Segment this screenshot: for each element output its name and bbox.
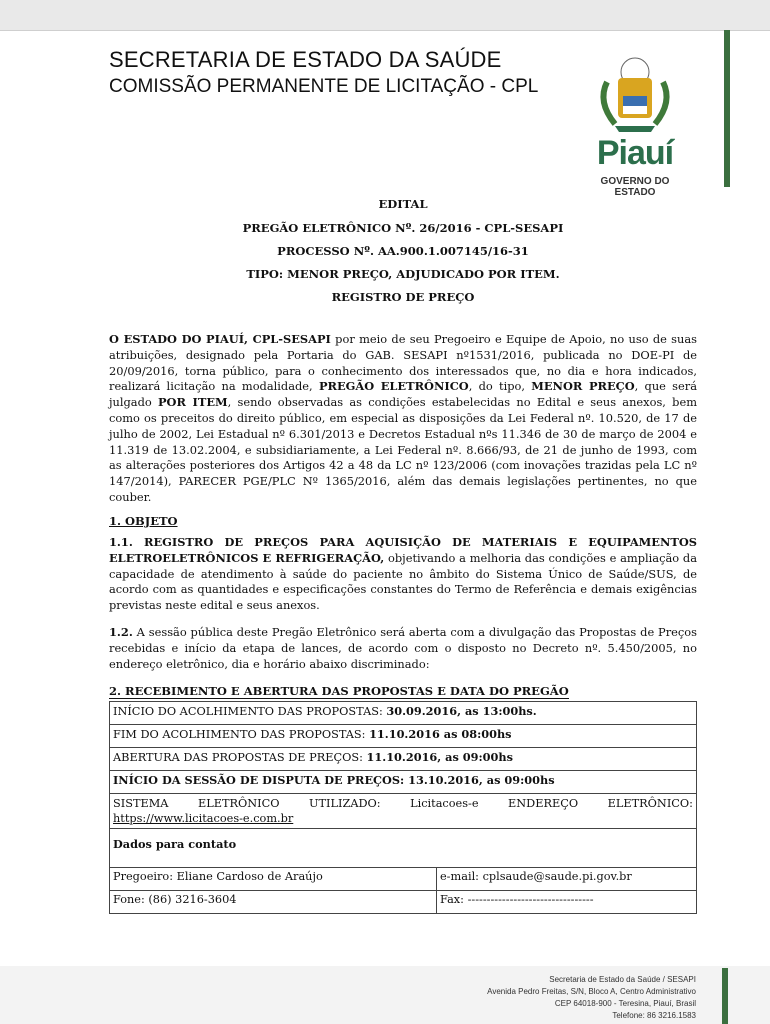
intro-text-2: , do tipo,	[468, 379, 532, 394]
objeto-1-2-text: A sessão pública deste Pregão Eletrônico será aberta com a divulgação das Propostas de Preços recebidas e início da etapa de lances, de acordo com o disposto no Decreto nº. 5.450/2005, no endereço eletrônico, dia e horário abaixo discriminado:	[109, 625, 697, 671]
table-cell	[110, 725, 697, 748]
heading-processo: PROCESSO Nº. AA.900.1.007145/16-31	[277, 244, 529, 258]
fim-label: FIM DO ACOLHIMENTO DAS PROPOSTAS:	[113, 728, 370, 741]
sistema-text: SISTEMA ELETRÔNICO UTILIZADO: Licitacoes-e ENDEREÇO ELETRÔNICO:	[113, 797, 693, 810]
objeto-paragraph-1-2	[109, 625, 697, 672]
intro-lead: O ESTADO DO PIAUÍ, CPL-SESAPI	[109, 332, 331, 346]
table-cell	[110, 794, 697, 829]
objeto-paragraph-1-1	[109, 535, 697, 614]
table-cell: e-mail: cplsaude@saude.pi.gov.br	[437, 868, 697, 891]
table-row	[110, 891, 697, 914]
table-row	[110, 748, 697, 771]
heading-tipo: TIPO: MENOR PREÇO, ADJUDICADO POR ITEM.	[246, 267, 560, 281]
table-row	[110, 725, 697, 748]
table-row	[110, 702, 697, 725]
footer-line: CEP 64018-900 - Teresina, Piauí, Brasil	[554, 999, 696, 1008]
footer-line: Avenida Pedro Freitas, S/N, Bloco A, Centro Administrativo	[487, 987, 696, 996]
header-subtitle: COMISSÃO PERMANENTE DE LICITAÇÃO - CPL	[109, 76, 539, 97]
intro-paragraph	[109, 332, 697, 506]
table-cell	[110, 748, 697, 771]
schedule-table	[109, 701, 697, 914]
header-title: SECRETARIA DE ESTADO DA SAÚDE	[109, 47, 502, 72]
intro-bold-3: POR ITEM	[157, 395, 228, 410]
contato-heading: Dados para contato	[113, 837, 237, 851]
logo-word: Piauí	[596, 134, 674, 172]
table-row	[110, 868, 697, 891]
table-cell	[110, 702, 697, 725]
footer-address	[487, 974, 696, 1022]
table-row	[110, 829, 697, 868]
table-cell	[110, 771, 697, 794]
section-recebimento-heading: 2. RECEBIMENTO E ABERTURA DAS PROPOSTAS E DATA DO PREGÃO	[109, 684, 569, 698]
intro-text-4: , sendo observadas as condições estabelecidas no Edital e seus anexos, bem como os preceitos do direito público, em especial as disposições da Lei Federal nº. 10.520, de 17 de julho de 2002, Lei Estadual nº 6.301/2013 e Decretos Estadual nºs 11.346 de 30 de março de 2004 e 11.319 de 13.02.2004, e subsidiariamente, a Lei Federal nº. 8.666/93, de 21 de junho de 1993, com as alterações posteriores dos Artigos 42 a 48 da LC nº 123/2006 (com inovações trazidas pela LC nº 147/2014), PARECER PGE/PLC Nº 1365/2016, além das demais legislações pertinentes, no que couber.	[109, 395, 697, 504]
piaui-government-logo	[585, 52, 695, 198]
footer-line: Secretaria de Estado da Saúde / SESAPI	[549, 975, 696, 984]
table-cell: Pregoeiro: Eliane Cardoso de Araújo	[110, 868, 437, 891]
heading-edital: EDITAL	[378, 197, 428, 211]
intro-bold-2: MENOR PREÇO	[531, 379, 635, 394]
section-objeto-heading: 1. OBJETO	[109, 514, 178, 528]
viewer-top-bar	[0, 0, 770, 31]
abertura-label: ABERTURA DAS PROPOSTAS DE PREÇOS:	[113, 751, 367, 764]
fim-value: 11.10.2016 as 08:00hs	[369, 727, 512, 741]
disputa-text: INÍCIO DA SESSÃO DE DISPUTA DE PREÇOS: 13.10.2016, as 09:00hs	[113, 773, 555, 787]
abertura-value: 11.10.2016, as 09:00hs	[366, 750, 513, 764]
intro-text-3: , que será julgado	[109, 379, 698, 410]
table-row	[110, 794, 697, 829]
table-cell: Fax: ---------------------------------	[437, 891, 697, 914]
table-cell: Fone: (86) 3216-3604	[110, 891, 437, 914]
logo-subtitle: GOVERNO DO ESTADO	[600, 176, 670, 198]
objeto-1-1-label: 1.1. REGISTRO DE PREÇOS PARA AQUISIÇÃO DE MATERIAIS E EQUIPAMENTOS ELETROELETRÔNICOS E REFRIGERAÇÃO,	[109, 535, 697, 565]
intro-bold-1: PREGÃO ELETRÔNICO	[318, 379, 469, 394]
table-row	[110, 771, 697, 794]
table-cell	[110, 829, 697, 868]
inicio-value: 30.09.2016, as 13:00hs.	[386, 704, 537, 718]
licitacoes-link[interactable]: https://www.licitacoes-e.com.br	[113, 812, 294, 825]
footer-brand-stripe	[722, 968, 728, 1024]
inicio-label: INÍCIO DO ACOLHIMENTO DAS PROPOSTAS:	[113, 705, 387, 718]
coat-of-arms-icon	[585, 52, 685, 134]
brand-stripe	[724, 30, 730, 187]
objeto-1-1-text: objetivando a melhoria das condições e ampliação da capacidade de atendimento à saúde do paciente no âmbito do Sistema Único de Saúde/SUS, de acordo com as quantidades e especificações constantes do Termo de Referência e demais exigências previstas neste edital e seus anexos.	[109, 550, 697, 613]
objeto-1-2-label: 1.2.	[109, 625, 133, 639]
heading-registro: REGISTRO DE PREÇO	[331, 290, 475, 304]
intro-text-1: por meio de seu Pregoeiro e Equipe de Apoio, no uso de suas atribuições, designado pela Portaria do GAB. SESAPI nº1531/2016, publicada no DOE-PI de 20/09/2016, torna público, para o conhecimento dos interessados que, no dia e hora indicados, realizará licitação na modalidade,	[109, 332, 697, 394]
heading-pregao: PREGÃO ELETRÔNICO Nº. 26/2016 - CPL-SESAPI	[242, 221, 564, 235]
footer-line: Telefone: 86 3216.1583	[612, 1011, 696, 1020]
